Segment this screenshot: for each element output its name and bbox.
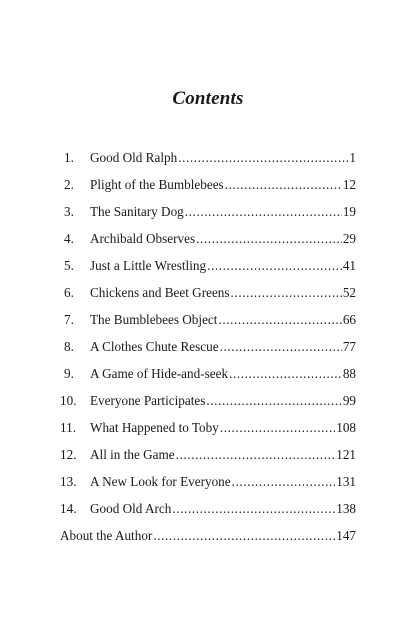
toc-entry-page: 52: [342, 285, 356, 300]
toc-entry-page: 147: [336, 528, 356, 543]
toc-dot-leader: [185, 204, 342, 220]
toc-entry-page: 131: [336, 474, 356, 489]
toc-entry-page: 138: [336, 501, 356, 516]
toc-entry-page: 121: [336, 447, 356, 462]
toc-dot-leader: [218, 312, 341, 328]
toc-dot-leader: [176, 447, 336, 463]
toc-entry[interactable]: [64, 339, 356, 355]
toc-entry[interactable]: [60, 447, 356, 463]
toc-dot-leader: [229, 366, 342, 382]
toc-entry-page: 108: [336, 420, 356, 435]
toc-entry[interactable]: [64, 366, 356, 382]
toc-entry-page: 12: [342, 177, 356, 192]
toc-entry-number: 11.: [60, 420, 76, 435]
toc-entry-number: 4.: [64, 231, 74, 246]
toc-entry-about-author[interactable]: [60, 528, 356, 544]
toc-entry-number: 5.: [64, 258, 74, 273]
toc-entry-title: All in the Game: [90, 447, 175, 462]
toc-entry-number: 14.: [60, 501, 77, 516]
toc-dot-leader: [220, 420, 335, 436]
toc-dot-leader: [153, 528, 335, 544]
page-title: Contents: [172, 88, 244, 109]
toc-entry-number: 9.: [64, 366, 74, 381]
toc-entry-number: 13.: [60, 474, 77, 489]
toc-entry-page: 19: [342, 204, 356, 219]
toc-entry-title: About the Author: [60, 528, 153, 543]
toc-entry-page: 41: [342, 258, 356, 273]
toc-entry-title: Good Old Arch: [90, 501, 172, 516]
toc-entry[interactable]: [64, 312, 356, 328]
toc-entry-number: 6.: [64, 285, 74, 300]
toc-entry-page: 1: [349, 150, 356, 165]
toc-entry-title: A Game of Hide-and-seek: [90, 366, 229, 381]
toc-entry-page: 29: [342, 231, 356, 246]
toc-entry-title: A Clothes Chute Rescue: [90, 339, 219, 354]
toc-entry[interactable]: [60, 393, 356, 409]
toc-entry-title: Just a Little Wrestling: [90, 258, 207, 273]
toc-entry-page: 77: [342, 339, 356, 354]
toc-dot-leader: [178, 150, 348, 166]
toc-entry-title: Good Old Ralph: [90, 150, 178, 165]
toc-dot-leader: [172, 501, 335, 517]
toc-entry-page: 88: [342, 366, 356, 381]
toc-entry[interactable]: [60, 420, 356, 436]
toc-entry[interactable]: [64, 150, 356, 166]
toc-entry[interactable]: [64, 285, 356, 301]
toc-entry-title: A New Look for Everyone: [90, 474, 231, 489]
toc-entry-title: Everyone Participates: [90, 393, 206, 408]
toc-entry-page: 66: [342, 312, 356, 327]
toc-entry-title: The Bumblebees Object: [90, 312, 218, 327]
toc-entry[interactable]: [60, 474, 356, 490]
toc-dot-leader: [206, 393, 341, 409]
toc-entry-title: Archibald Observes: [90, 231, 196, 246]
toc-entry-title: The Sanitary Dog: [90, 204, 184, 219]
toc-entry-number: 2.: [64, 177, 74, 192]
toc-dot-leader: [196, 231, 342, 247]
toc-entry-number: 1.: [64, 150, 74, 165]
toc-dot-leader: [220, 339, 342, 355]
toc-entry-title: Plight of the Bumblebees: [90, 177, 224, 192]
toc-entry-number: 10.: [60, 393, 77, 408]
toc-dot-leader: [225, 177, 342, 193]
toc-entry-number: 12.: [60, 447, 77, 462]
toc-entry[interactable]: [64, 231, 356, 247]
toc-dot-leader: [207, 258, 342, 274]
toc-entry-number: 7.: [64, 312, 74, 327]
toc-entry[interactable]: [64, 258, 356, 274]
toc-entry-title: Chickens and Beet Greens: [90, 285, 230, 300]
toc-dot-leader: [231, 285, 342, 301]
toc-entry-title: What Happened to Toby: [90, 420, 219, 435]
toc-entry[interactable]: [60, 501, 356, 517]
toc-entry-number: 8.: [64, 339, 74, 354]
toc-entry[interactable]: [64, 204, 356, 220]
toc-entry-number: 3.: [64, 204, 74, 219]
toc-dot-leader: [232, 474, 336, 490]
toc-entry[interactable]: [64, 177, 356, 193]
toc-entry-page: 99: [342, 393, 356, 408]
